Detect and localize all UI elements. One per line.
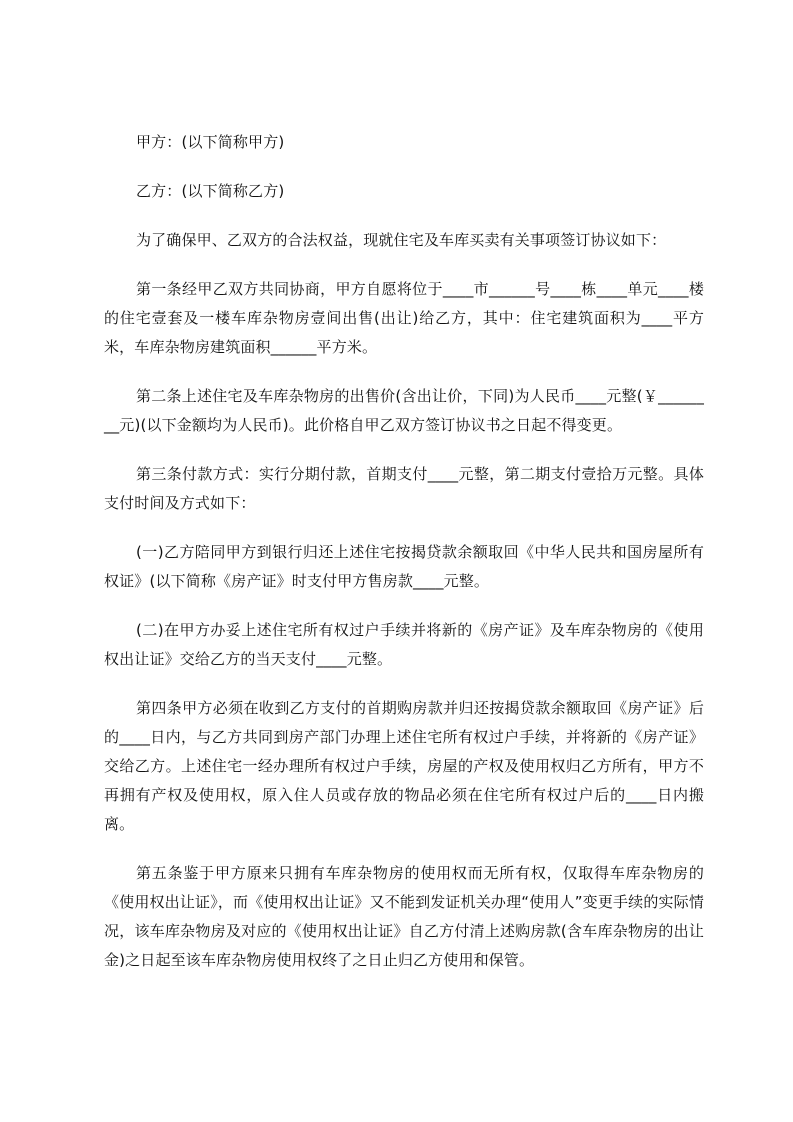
article-3-item-1-paragraph: (一)乙方陪同甲方到银行归还上述住宅按揭贷款余额取回《中华人民共和国房屋所有权证》(以下简称《房产证》时支付甲方售房款____元整。 — [104, 543, 704, 590]
article-4-paragraph: 第四条甲方必须在收到乙方支付的首期购房款并归还按揭贷款余额取回《房产证》后的____日内，与乙方共同到房产部门办理上述住宅所有权过户手续，并将新的《房产证》交给乙方。上述住宅一经办理所有权过户手续，房屋的产权及使用权归乙方所有，甲方不再拥有产权及使用权，原入住人员或存放的物品必须在住宅所有权过户后的____日内搬离。 — [104, 699, 704, 833]
article-3-paragraph: 第三条付款方式：实行分期付款，首期支付____元整，第二期支付壹拾万元整。具体支付时间及方式如下： — [104, 465, 704, 512]
article-5-paragraph: 第五条鉴于甲方原来只拥有车库杂物房的使用权而无所有权，仅取得车库杂物房的《使用权出让证》，而《使用权出让证》又不能到发证机关办理“使用人”变更手续的实际情况，该车库杂物房及对应的《使用权出让证》自乙方付清上述购房款(含车库杂物房的出让金)之日起至该车库杂物房使用权终了之日止归乙方使用和保管。 — [104, 864, 704, 969]
party-b-line: 乙方：(以下简称乙方) — [136, 182, 285, 200]
party-a-line: 甲方：(以下简称甲方) — [136, 133, 285, 151]
document-body — [104, 128, 704, 975]
article-2-paragraph: 第二条上述住宅及车库杂物房的出售价(含出让价，下同)为人民币____元整(￥________元)(以下金额均为人民币)。此价格自甲乙双方签订协议书之日起不得变更。 — [104, 387, 704, 434]
article-3-item-2-paragraph: (二)在甲方办妥上述住宅所有权过户手续并将新的《房产证》及车库杂物房的《使用权出让证》交给乙方的当天支付____元整。 — [104, 621, 704, 668]
article-1-paragraph: 第一条经甲乙双方共同协商，甲方自愿将位于____市______号____栋____单元____楼的住宅壹套及一楼车库杂物房壹间出售(出让)给乙方，其中：住宅建筑面积为____平方米，车库杂物房建筑面积______平方米。 — [104, 280, 704, 356]
preamble-paragraph: 为了确保甲、乙双方的合法权益，现就住宅及车库买卖有关事项签订协议如下： — [136, 231, 667, 249]
